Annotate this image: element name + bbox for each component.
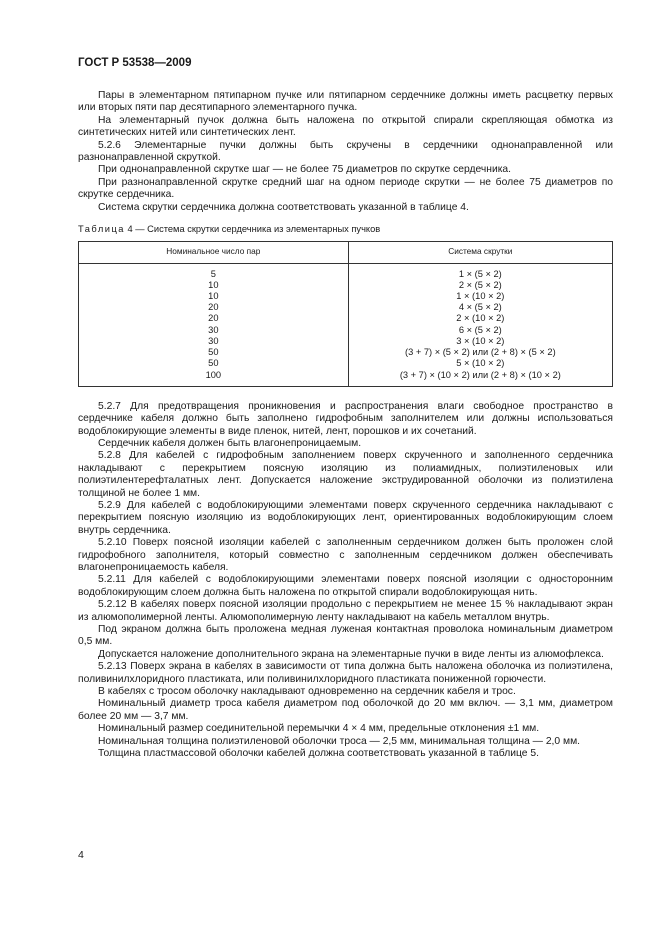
standard-header: ГОСТ Р 53538—2009 <box>78 57 192 69</box>
paragraph: При разнонаправленной скрутке средний шаг на одном периоде скрутки — не более 75 диаметров по скрутке сердечника. <box>78 176 613 201</box>
paragraph: Сердечник кабеля должен быть влагонепроницаемым. <box>98 437 362 449</box>
cell-twist-system: (3 + 7) × (10 × 2) или (2 + 8) × (10 × 2) <box>348 370 612 387</box>
cell-pairs: 30 <box>79 325 349 336</box>
cell-pairs: 30 <box>79 336 349 347</box>
table-row <box>79 280 613 291</box>
paragraph: Толщина пластмассовой оболочки кабелей должна соответствовать указанной в таблице 5. <box>98 748 539 760</box>
table-row <box>79 263 613 280</box>
paragraph: Под экраном должна быть проложена медная луженая контактная проволока номинальным диаметром 0,5 мм. <box>78 624 613 648</box>
cell-pairs: 50 <box>79 347 349 358</box>
twist-system-table <box>78 241 613 386</box>
paragraph: 5.2.6 Элементарные пучки должны быть скручены в сердечники однонаправленной или разнонаправленной скруткой. <box>78 139 613 164</box>
table-row <box>79 347 613 358</box>
paragraph: 5.2.10 Поверх поясной изоляции кабелей с заполненным сердечником должен быть проложен слой гидрофобного заполнителя, который совместно с заполненным сердечником должен обеспечивать влагонепроницаемость кабеля. <box>78 537 613 573</box>
paragraph: Номинальная толщина полиэтиленовой оболочки троса — 2,5 мм, минимальная толщина — 2,0 мм. <box>98 735 581 747</box>
cell-twist-system: (3 + 7) × (5 × 2) или (2 + 8) × (5 × 2) <box>348 347 612 358</box>
cell-pairs: 100 <box>79 370 349 387</box>
table-row <box>79 336 613 347</box>
column-header-pairs: Номинальное число пар <box>79 242 349 263</box>
cell-twist-system: 5 × (10 × 2) <box>348 358 612 369</box>
paragraph: 5.2.13 Поверх экрана в кабелях в зависимости от типа должна быть наложена оболочка из полиэтилена, поливинилхлоридного пластиката, или поливинилхлоридного пластиката пониженной горючести. <box>78 661 613 685</box>
table-row <box>79 291 613 302</box>
paragraph: 5.2.7 Для предотвращения проникновения и распространения влаги свободное пространство в сердечнике кабеля должно быть заполнено гидрофобным заполнителем или должны использоваться водоблокирующие элементы в виде пленок, нитей, лент, порошков и их сочетаний. <box>78 400 613 437</box>
paragraph: Система скрутки сердечника должна соответствовать указанной в таблице 4. <box>98 201 469 213</box>
paragraph: Номинальный размер соединительной перемычки 4 × 4 мм, предельные отклонения ±1 мм. <box>98 723 540 735</box>
paragraph: В кабелях с тросом оболочку накладывают одновременно на сердечник кабеля и трос. <box>98 686 516 698</box>
paragraph: 5.2.11 Для кабелей с водоблокирующими элементами поверх поясной изоляции с односторонним водоблокирующим слоем должна быть наложена по открытой спирали водоблокирующая нить. <box>78 574 613 598</box>
table-row <box>79 370 613 387</box>
paragraph: 5.2.9 Для кабелей с водоблокирующими элементами поверх скрученного сердечника накладывают с перекрытием поясную изоляцию из водоблокирующих лент, ориентированных водоблокирующим слоем внутрь сердечника. <box>78 499 613 536</box>
cell-pairs: 50 <box>79 358 349 369</box>
page-number: 4 <box>78 849 84 861</box>
table-row <box>79 313 613 324</box>
paragraph: Пары в элементарном пятипарном пучке или пятипарном сердечнике должны иметь расцветку первых или вторых пяти пар десятипарного элементарного пучка. <box>78 90 613 114</box>
paragraphs-after-table <box>78 401 613 761</box>
cell-pairs: 20 <box>79 302 349 313</box>
cell-twist-system: 1 × (5 × 2) <box>348 263 612 280</box>
cell-twist-system: 3 × (10 × 2) <box>348 336 612 347</box>
paragraph: 5.2.12 В кабелях поверх поясной изоляции продольно с перекрытием не менее 15 % накладывают экран из алюмополимерной ленты. Алюмополимерную ленту накладывают на кабель металлом внутрь. <box>78 599 613 623</box>
cell-pairs: 20 <box>79 313 349 324</box>
table-row <box>79 302 613 313</box>
paragraph: При однонаправленной скрутке шаг — не более 75 диаметров по скрутке сердечника. <box>98 164 512 176</box>
table-caption-title: 4 — Система скрутки сердечника из элементарных пучков <box>124 224 381 235</box>
document-body <box>78 90 613 760</box>
cell-pairs: 10 <box>79 291 349 302</box>
table-caption-label: Таблица <box>78 224 125 235</box>
cell-twist-system: 6 × (5 × 2) <box>348 325 612 336</box>
table-header-row <box>79 242 613 263</box>
paragraph: Допускается наложение дополнительного экрана на элементарные пучки в виде ленты из алюмофлекса. <box>98 648 604 660</box>
table-row <box>79 325 613 336</box>
cell-twist-system: 2 × (5 × 2) <box>348 280 612 291</box>
column-header-twist-system: Система скрутки <box>348 242 612 263</box>
cell-twist-system: 1 × (10 × 2) <box>348 291 612 302</box>
cell-twist-system: 2 × (10 × 2) <box>348 313 612 324</box>
paragraph: Номинальный диаметр троса кабеля диаметром под оболочкой до 20 мм включ. — 3,1 мм, диаметром более 20 мм — 3,7 мм. <box>78 698 613 722</box>
paragraph: На элементарный пучок должна быть наложена по открытой спирали скрепляющая обмотка из синтетических нитей или синтетических лент. <box>78 114 613 139</box>
cell-twist-system: 4 × (5 × 2) <box>348 302 612 313</box>
cell-pairs: 10 <box>79 280 349 291</box>
table-caption <box>78 223 613 235</box>
paragraph: 5.2.8 Для кабелей с гидрофобным заполнением поверх скрученного и заполненного сердечника накладывают с перекрытием поясную изоляцию из полиамидных, полиэтиленовых или полиэтилентерефталатных лент. Допускается наложение экструдированной оболочки из полиэтилена толщиной не более 1 мм. <box>78 450 613 499</box>
table-row <box>79 358 613 369</box>
cell-pairs: 5 <box>79 263 349 280</box>
paragraphs-before-table <box>78 90 613 214</box>
